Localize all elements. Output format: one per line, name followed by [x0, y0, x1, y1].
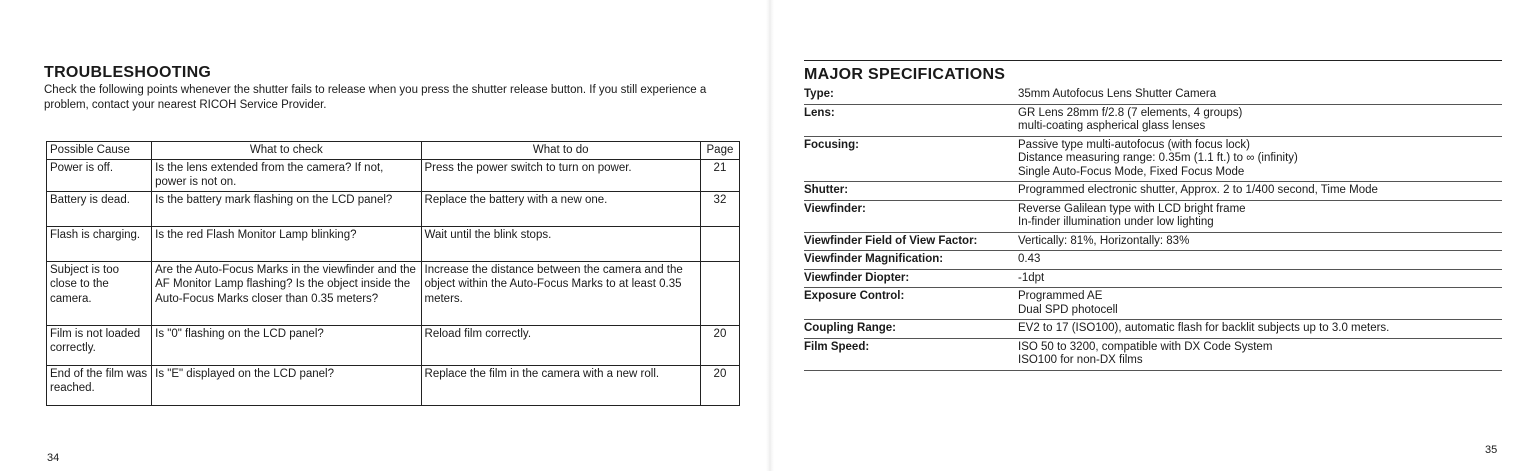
spec-label: Coupling Range: [804, 322, 896, 334]
spec-value [1018, 253, 1502, 267]
spec-value-line: EV2 to 17 (ISO100), automatic flash for backlit subjects up to 3.0 meters. [1018, 322, 1390, 334]
cell-page: 21 [700, 159, 739, 191]
cell-todo: Replace the battery with a new one. [421, 191, 700, 226]
table-row [47, 261, 740, 325]
page-number: 34 [47, 452, 60, 464]
cell-check: Is the battery mark flashing on the LCD panel? [152, 191, 421, 226]
cell-todo: Reload film correctly. [421, 325, 700, 365]
cell-todo: Replace the film in the camera with a new roll. [421, 365, 700, 405]
cell-cause: Battery is dead. [47, 191, 152, 226]
spec-value [1018, 235, 1502, 249]
header-what-to-check: What to check [152, 142, 421, 160]
spec-row [804, 233, 1502, 252]
spec-value [1018, 107, 1502, 134]
left-page [0, 0, 768, 471]
spec-row [804, 251, 1502, 270]
cell-page: 32 [700, 191, 739, 226]
spec-row [804, 339, 1502, 371]
troubleshooting-title: TROUBLESHOOTING [44, 64, 212, 81]
cell-page [700, 261, 739, 325]
header-page: Page [700, 142, 739, 160]
spec-value [1018, 322, 1502, 336]
spec-value [1018, 290, 1502, 317]
spec-value-line: Single Auto-Focus Mode, Fixed Focus Mode [1018, 165, 1245, 178]
troubleshooting-intro: Check the following points whenever the shutter fails to release when you press the shutter release button. If you still experience a problem, contact your nearest RICOH Service Provider. [44, 84, 707, 111]
header-what-to-do: What to do [421, 142, 700, 160]
table-row [47, 159, 740, 191]
troubleshooting-table [46, 141, 740, 406]
cell-todo: Wait until the blink stops. [421, 226, 700, 261]
cell-todo: Increase the distance between the camera and the object within the Auto-Focus Marks to at least 0.35 meters. [421, 261, 700, 325]
cell-check: Is "0" flashing on the LCD panel? [152, 325, 421, 365]
spec-value [1018, 184, 1502, 198]
spec-label: Type: [804, 88, 834, 100]
spec-row [804, 201, 1502, 233]
cell-check: Are the Auto-Focus Marks in the viewfinder and the AF Monitor Lamp flashing? Is the object inside the Auto-Focus Marks closer than 0.35 meters? [152, 261, 421, 325]
spec-label: Film Speed: [804, 340, 870, 353]
spec-value-line: ISO100 for non-DX films [1018, 354, 1143, 366]
spec-value-line: 0.43 [1018, 253, 1041, 265]
spec-value-line: Reverse Galilean type with LCD bright frame [1018, 202, 1246, 215]
cell-page: 20 [700, 325, 739, 365]
spec-label: Viewfinder: [804, 202, 866, 215]
spec-label: Exposure Control: [804, 290, 905, 302]
spec-value-line: Vertically: 81%, Horizontally: 83% [1018, 234, 1190, 247]
spec-value [1018, 341, 1502, 368]
cell-check: Is "E" displayed on the LCD panel? [152, 365, 421, 405]
spec-value [1018, 88, 1502, 102]
spec-label: Viewfinder Field of View Factor: [804, 234, 978, 247]
specifications-title: MAJOR SPECIFICATIONS [804, 66, 1006, 83]
spec-row [804, 182, 1502, 201]
spec-label: Shutter: [804, 184, 849, 196]
spec-value-line: -1dpt [1018, 271, 1045, 284]
spec-value-line: Distance measuring range: 0.35m (1.1 ft.) to ∞ (infinity) [1018, 152, 1298, 164]
spec-label: Lens: [804, 106, 835, 119]
spec-value-line: Passive type multi-autofocus (with focus lock) [1018, 138, 1251, 151]
cell-cause: Subject is too close to the camera. [47, 261, 152, 325]
spec-value [1018, 139, 1502, 180]
table-row [47, 325, 740, 365]
table-header-row [47, 142, 740, 160]
spec-row [804, 288, 1502, 320]
table-row [47, 191, 740, 226]
table-row [47, 365, 740, 405]
specifications-list [804, 86, 1502, 371]
spec-value-line: Dual SPD photocell [1018, 303, 1118, 316]
spec-row [804, 137, 1502, 183]
cell-cause: Flash is charging. [47, 226, 152, 261]
table-row [47, 226, 740, 261]
spec-row [804, 320, 1502, 339]
spec-label: Viewfinder Diopter: [804, 271, 910, 284]
spec-value [1018, 272, 1502, 286]
spec-value [1018, 203, 1502, 230]
cell-cause: End of the film was reached. [47, 365, 152, 405]
title-rule [804, 60, 1502, 61]
right-page [772, 0, 1539, 471]
cell-page: 20 [700, 365, 739, 405]
spec-row [804, 105, 1502, 137]
cell-cause: Film is not loaded correctly. [47, 325, 152, 365]
spec-value-line: 35mm Autofocus Lens Shutter Camera [1018, 88, 1217, 100]
page-number: 35 [1485, 444, 1498, 456]
cell-check: Is the lens extended from the camera? If not, power is not on. [152, 159, 421, 191]
header-possible-cause: Possible Cause [47, 142, 152, 160]
spec-value-line: Programmed AE [1018, 290, 1103, 302]
spec-row [804, 270, 1502, 289]
spec-label: Viewfinder Magnification: [804, 253, 944, 265]
cell-todo: Press the power switch to turn on power. [421, 159, 700, 191]
spec-value-line: multi-coating aspherical glass lenses [1018, 120, 1206, 132]
spec-value-line: Programmed electronic shutter, Approx. 2 to 1/400 second, Time Mode [1018, 184, 1378, 196]
spec-value-line: GR Lens 28mm f/2.8 (7 elements, 4 groups) [1018, 106, 1243, 119]
cell-check: Is the red Flash Monitor Lamp blinking? [152, 226, 421, 261]
cell-cause: Power is off. [47, 159, 152, 191]
spec-row [804, 86, 1502, 105]
spec-value-line: In-finder illumination under low lighting [1018, 216, 1214, 228]
spec-label: Focusing: [804, 138, 859, 151]
spec-value-line: ISO 50 to 3200, compatible with DX Code System [1018, 340, 1273, 353]
cell-page [700, 226, 739, 261]
